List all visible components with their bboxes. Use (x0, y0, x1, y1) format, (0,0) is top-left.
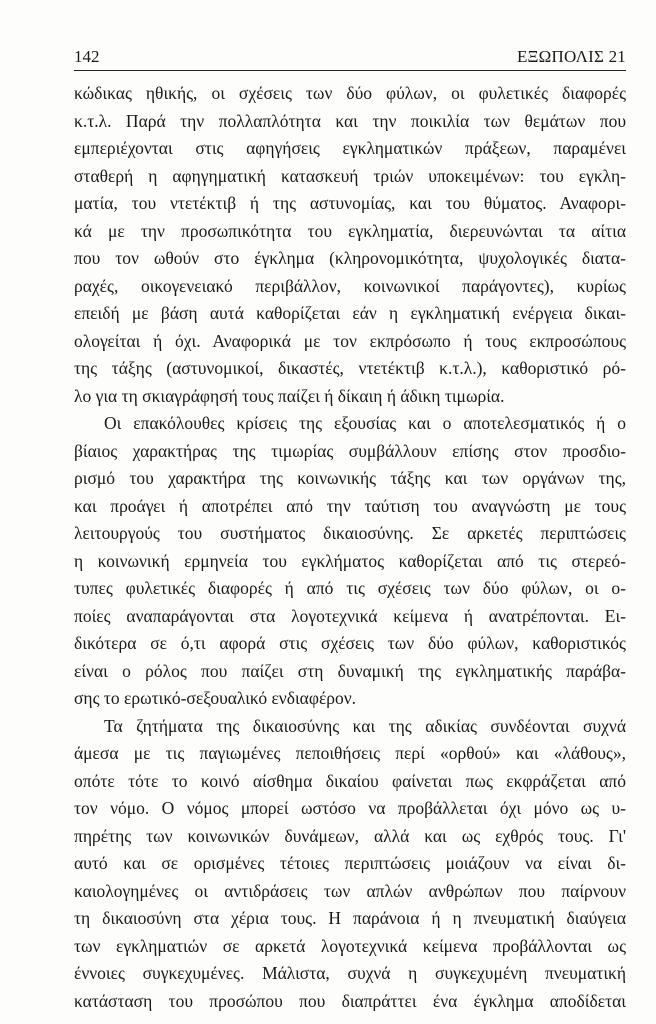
text-line: δικότερα σε ό,τι αφορά στις σχέσεις των δύο φύλων, καθοριστικός (74, 633, 626, 653)
text-line: και προάγει ή αποτρέπει από την ταύτιση του αναγνώστη με τους (74, 495, 626, 516)
text-line: που τον ωθούν στο έγκλημα (κληρονομικότητα, ψυχολογικές διατα- (74, 248, 626, 268)
text-line: ολογείται ή όχι. Αναφορικά με τον εκπρόσωπο ή τους εκπροσώπους (74, 330, 626, 351)
text-line: κώδικας ηθικής, οι σχέσεις των δύο φύλων, οι φυλετικές διαφορές (74, 83, 626, 103)
text-line: οπότε τότε το κοινό αίσθημα δικαίου φαίνεται πως εκφράζεται από (74, 770, 626, 791)
text-line: εμπεριέχονται στις αφηγήσεις εγκληματικών πράξεων, παραμένει (74, 138, 626, 158)
text-line: της τάξης (αστυνομικοί, δικαστές, ντετέκτιβ κ.τ.λ.), καθοριστικό ρό- (74, 358, 626, 378)
text-line: έννοιες συγκεχυμένες. Μάλιστα, συχνά η συγκεχυμένη πνευματική (74, 963, 626, 983)
text-line: ραχές, οικογενειακό περιβάλλον, κοινωνικοί παράγοντες), κυρίως (74, 275, 626, 296)
text-line: ποίες αναπαράγονται στα λογοτεχνικά κείμενα ή ανατρέπονται. Ει- (74, 605, 626, 626)
text-line: λειτουργούς του συστήματος δικαιοσύνης. Σε αρκετές περιπτώσεις (74, 523, 626, 543)
text-line: καιολογημένες οι αντιδράσεις των απλών ανθρώπων που παίρνουν (74, 880, 626, 901)
text-line: τον νόμο. Ο νόμος μπορεί ωστόσο να προβάλλεται όχι μόνο ως υ- (74, 798, 626, 818)
paragraph-first-line: Οι επακόλουθες κρίσεις της εξουσίας και ο αποτελεσματικός ή ο (104, 413, 626, 433)
journal-title: ΕΞΩΠΟΛΙΣ 21 (516, 47, 626, 66)
text-line: είναι ο ρόλος που παίζει στη δυναμική της εγκληματικής παράβα- (74, 660, 626, 681)
text-line: ρισμό του χαρακτήρα της κοινωνικής τάξης και των οργάνων της, (74, 468, 626, 488)
text-line: επειδή με βάση αυτά καθορίζεται εάν η εγκληματική ενέργεια δικαι- (74, 303, 626, 323)
text-line: κ.τ.λ. Παρά την πολλαπλότητα και την ποικιλία των θεμάτων που (74, 110, 626, 131)
text-line: τυπες φυλετικές διαφορές ή από τις σχέσεις των δύο φύλων, οι ο- (74, 578, 626, 598)
text-line: τη δικαιοσύνη στα χέρια τους. Η παράνοια ή η πνευματική διαύγεια (74, 908, 626, 928)
text-line: βίαιος χαρακτήρας της τιμωρίας συμβάλλουν επίσης στον προσδιο- (74, 440, 626, 461)
page-number: 142 (74, 47, 100, 66)
text-line: άμεσα με τις παγιωμένες πεποιθήσεις περί «ορθού» και «λάθους», (74, 743, 626, 763)
text-line: ματία, του ντετέκτιβ ή της αστυνομίας, και του θύματος. Αναφορι- (74, 193, 626, 213)
text-line: κατάσταση του προσώπου που διαπράττει ένα έγκλημα αποδίδεται (74, 990, 626, 1011)
body-text (74, 80, 626, 1015)
text-line: πηρέτης των κοινωνικών δυνάμεων, αλλά και ως εχθρός τους. Γι' (74, 825, 626, 846)
text-line: των εγκληματιών σε αρκετά λογοτεχνικά κείμενα προβάλλονται ως (74, 935, 626, 956)
text-line: αυτό και σε ορισμένες τέτοιες περιπτώσεις μοιάζουν να είναι δι- (74, 853, 626, 873)
header-rule (74, 70, 626, 71)
text-line: λο για τη σκιαγράφησή τους παίζει ή δίκαιη ή άδικη τιμωρία. (74, 385, 505, 406)
text-line: η κοινωνική ερμηνεία του εγκλήματος καθορίζεται από τις στερεό- (74, 550, 626, 571)
paragraph-first-line: Τα ζητήματα της δικαιοσύνης και της αδικίας συνδέονται συχνά (104, 715, 626, 736)
text-line: κά με την προσωπικότητα του εγκληματία, διερευνώνται τα αίτια (74, 220, 626, 241)
text-line: σταθερή η αφηγηματική κατασκευή τριών υποκειμένων: του εγκλη- (74, 165, 626, 186)
running-head (74, 46, 626, 68)
text-line: σης το ερωτικό-σεξουαλικό ενδιαφέρον. (74, 688, 357, 708)
